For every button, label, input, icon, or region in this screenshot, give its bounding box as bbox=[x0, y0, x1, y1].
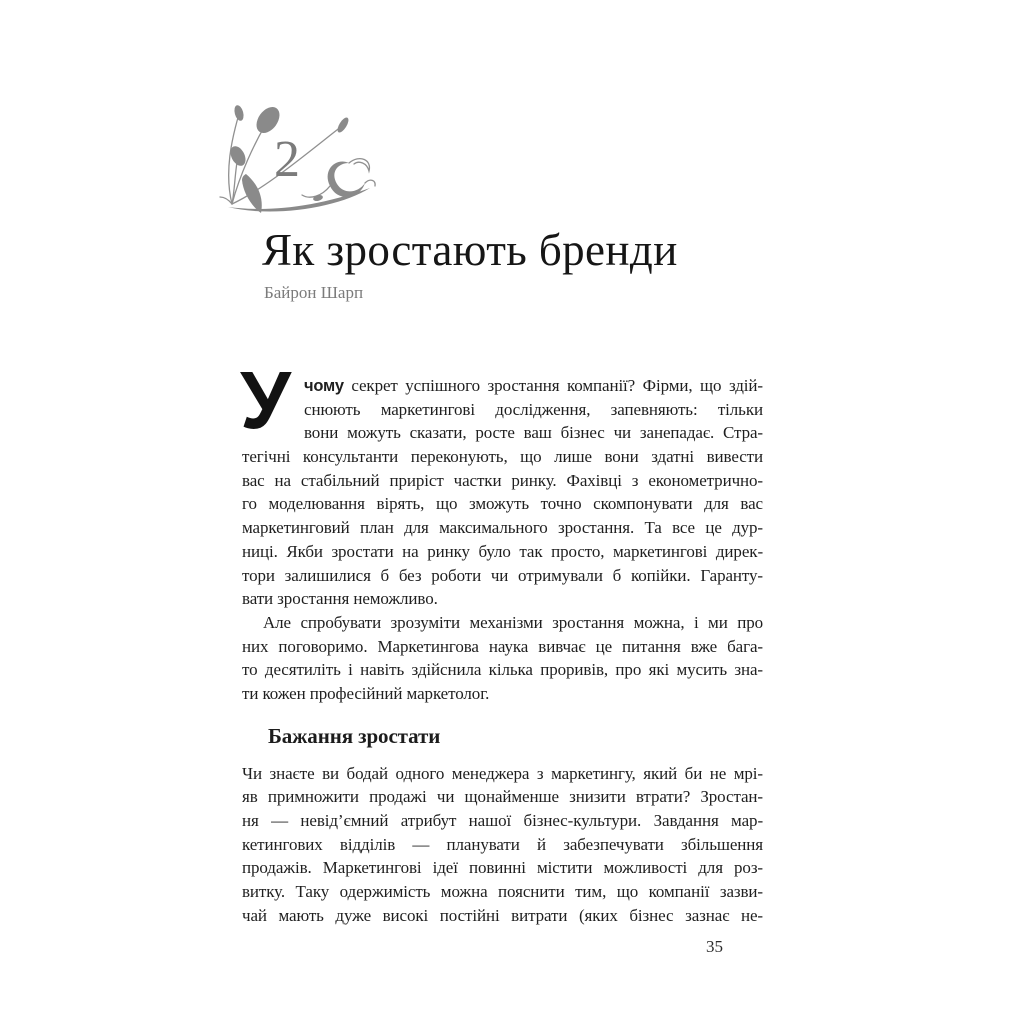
text-segment: тегічні консультанти переконують, що лише вони здатні вивести bbox=[242, 447, 763, 467]
text-segment: них поговоримо. Маркетингова наука вивчає це питання вже бага- bbox=[242, 636, 763, 656]
paragraph-3 bbox=[242, 762, 763, 928]
text-segment: продажів. Маркетингові ідеї повинні містити можливості для роз- bbox=[242, 858, 763, 878]
text-line bbox=[242, 492, 763, 516]
text-segment: яв примножити продажі чи щонайменше знизити втрати? Зростан- bbox=[242, 787, 763, 807]
text-segment: снюють маркетингові дослідження, запевняють: тільки bbox=[304, 399, 763, 419]
text-segment: кетингових відділів — планувати й забезпечувати збільшення bbox=[242, 834, 763, 854]
text-line bbox=[242, 564, 763, 588]
text-segment: го моделювання вірять, що зможуть точно скомпонувати для вас bbox=[242, 494, 763, 514]
text-line bbox=[242, 374, 763, 398]
text-segment: тори залишилися б без роботи чи отримували б копійки. Гаранту- bbox=[242, 565, 763, 585]
text-line bbox=[242, 658, 763, 682]
text-segment: Чи знаєте ви бодай одного менеджера з маркетингу, який би не мрі- bbox=[242, 763, 763, 783]
text-line bbox=[242, 587, 763, 611]
text-segment: витку. Таку одержимість можна пояснити тим, що компанії зазви- bbox=[242, 882, 763, 902]
text-segment: вас на стабільний приріст частки ринку. Фахівці з економетрично- bbox=[242, 470, 763, 490]
drop-cap: У bbox=[240, 355, 292, 446]
text-line bbox=[242, 856, 763, 880]
text-line bbox=[242, 445, 763, 469]
text-line bbox=[242, 682, 763, 706]
text-line bbox=[242, 421, 763, 445]
text-segment: секрет успішного зростання компанії? Фірми, що здій- bbox=[343, 376, 763, 395]
bold-lead-word: чому bbox=[304, 377, 344, 395]
text-line bbox=[242, 611, 763, 635]
text-segment: то десятиліть і навіть здійснила кілька проривів, про які мусить зна- bbox=[242, 660, 763, 680]
text-line bbox=[242, 785, 763, 809]
text-segment: ня — невід’ємний атрибут нашої бізнес-культури. Завдання мар- bbox=[242, 811, 763, 830]
text-line bbox=[242, 762, 763, 786]
text-column bbox=[240, 355, 763, 927]
text-line bbox=[242, 880, 763, 904]
paragraph-2 bbox=[242, 611, 763, 706]
paragraph-intro bbox=[240, 355, 763, 611]
text-line bbox=[242, 516, 763, 540]
text-line bbox=[242, 904, 763, 928]
text-line bbox=[242, 809, 763, 833]
section-heading: Бажання зростати bbox=[268, 723, 441, 748]
text-line bbox=[242, 635, 763, 659]
text-segment: вати зростання неможливо. bbox=[242, 589, 438, 609]
text-segment: вони можуть сказати, росте ваш бізнес чи занепадає. Стра- bbox=[304, 423, 763, 443]
chapter-author: Байрон Шарп bbox=[264, 283, 364, 302]
text-segment: Але спробувати зрозуміти механізми зростання можна, і ми про bbox=[263, 612, 763, 632]
chapter-ornament bbox=[218, 100, 378, 215]
text-line bbox=[242, 540, 763, 564]
text-segment: маркетинговий план для максимального зростання. Та все це дур- bbox=[242, 518, 763, 538]
text-segment: чай мають дуже високі постійні витрати (яких бізнес зазнає не- bbox=[242, 905, 763, 925]
text-line bbox=[242, 398, 763, 422]
text-segment: ти кожен професійний маркетолог. bbox=[242, 683, 490, 703]
text-segment: ниці. Якби зростати на ринку було так просто, маркетингові дирек- bbox=[242, 541, 763, 561]
text-line bbox=[242, 469, 763, 493]
page-number: 35 bbox=[706, 937, 723, 956]
text-line bbox=[242, 833, 763, 857]
chapter-title: Як зростають бренди bbox=[262, 225, 678, 275]
chapter-number: 2 bbox=[274, 131, 300, 188]
